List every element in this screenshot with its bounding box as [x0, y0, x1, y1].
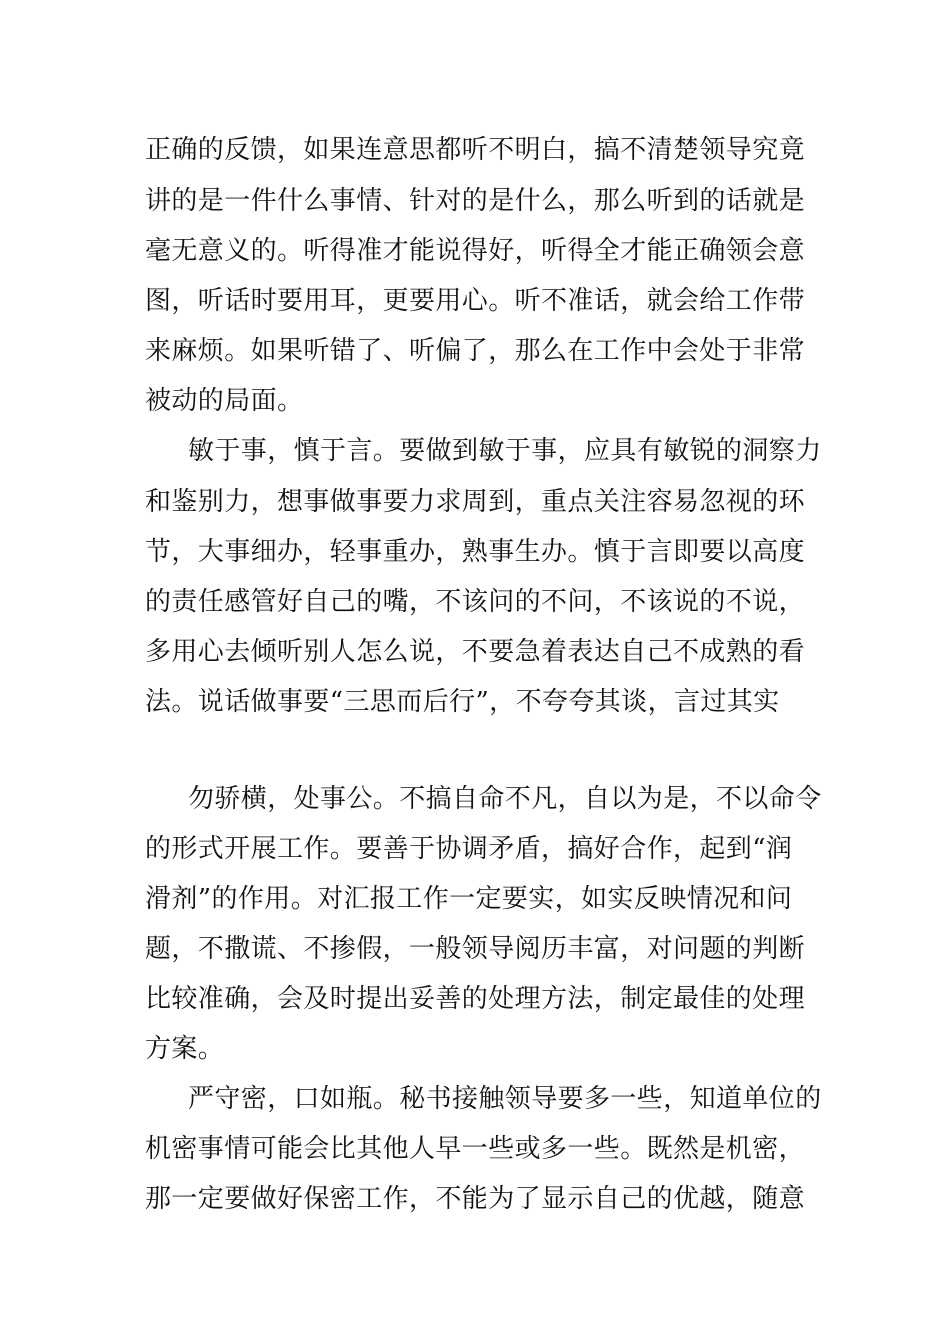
text-line: 的责任感管好自己的嘴，不该问的不问，不该说的不说， — [145, 587, 806, 617]
text-line: 方案。 — [145, 1034, 225, 1064]
text-line: 节，大事细办，轻事重办，熟事生办。慎于言即要以高度 — [145, 537, 806, 567]
text-line: 正确的反馈，如果连意思都听不明白，搞不清楚领导究竟 — [145, 135, 806, 165]
text-line: 的形式开展工作。要善于协调矛盾，搞好合作，起到“润 — [145, 834, 793, 864]
paragraph-first-line: 敏于事，慎于言。要做到敏于事，应具有敏锐的洞察力 — [188, 436, 822, 466]
text-line: 多用心去倾听别人怎么说，不要急着表达自己不成熟的看 — [145, 637, 806, 667]
paragraph-first-line: 严守密，口如瓶。秘书接触领导要多一些，知道单位的 — [188, 1084, 822, 1114]
text-line: 滑剂”的作用。对汇报工作一定要实，如实反映情况和问 — [145, 884, 793, 914]
text-line: 机密事情可能会比其他人早一些或多一些。既然是机密， — [145, 1134, 806, 1164]
text-line: 和鉴别力，想事做事要力求周到，重点关注容易忽视的环 — [145, 487, 806, 517]
text-line: 比较准确，会及时提出妥善的处理方法，制定最佳的处理 — [145, 984, 806, 1014]
text-line: 图，听话时要用耳，更要用心。听不准话，就会给工作带 — [145, 286, 806, 316]
text-line: 毫无意义的。听得准才能说得好，听得全才能正确领会意 — [145, 236, 806, 266]
text-line: 题，不撒谎、不掺假，一般领导阅历丰富，对问题的判断 — [145, 934, 806, 964]
text-line: 被动的局面。 — [145, 386, 304, 416]
text-line: 来麻烦。如果听错了、听偏了，那么在工作中会处于非常 — [145, 336, 806, 366]
text-line: 法。说话做事要“三思而后行”，不夸夸其谈，言过其实 — [145, 687, 780, 717]
text-line: 讲的是一件什么事情、针对的是什么，那么听到的话就是 — [145, 186, 806, 216]
paragraph-first-line: 勿骄横，处事公。不搞自命不凡，自以为是，不以命令 — [188, 784, 822, 814]
text-line: 那一定要做好保密工作，不能为了显示自己的优越，随意 — [145, 1184, 806, 1214]
